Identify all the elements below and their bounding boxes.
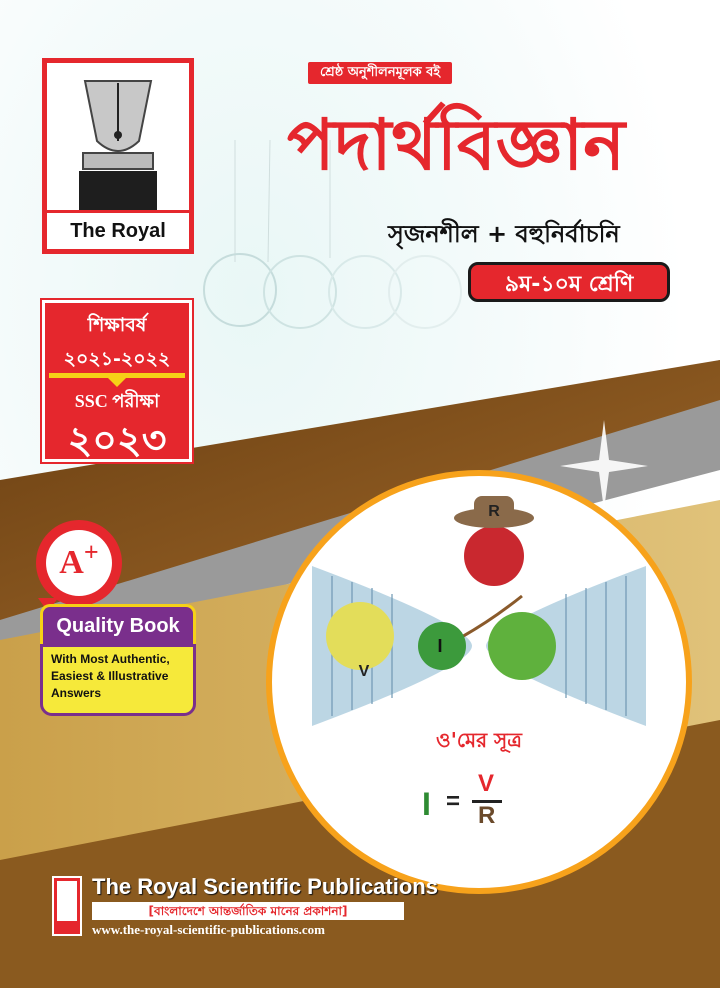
session-box: [42, 300, 192, 462]
book-subtitle: সৃজনশীল + বহুনির্বাচনি: [388, 220, 620, 248]
publisher-logo-inner: [57, 881, 77, 921]
exam-label: SSC পরীক্ষা: [74, 391, 160, 411]
quality-line: Answers: [51, 686, 102, 700]
session-label: শিক্ষাবর্ষ: [87, 314, 147, 336]
publisher-url[interactable]: www.the-royal-scientific-publications.com: [92, 922, 326, 937]
ohms-law-illustration: [266, 470, 692, 894]
grade-letter: A: [59, 544, 84, 581]
brand-logo-label: The Royal: [47, 210, 189, 249]
book-title: পদার্থবিজ্ঞান: [287, 104, 625, 186]
grade-badge-text: [46, 530, 112, 596]
quality-book-box: [40, 604, 196, 718]
formula-current: I: [422, 786, 431, 822]
quality-line: With Most Authentic,: [51, 652, 170, 666]
exam-year: ২০২৩: [67, 418, 167, 462]
char-label-v: V: [358, 663, 370, 680]
char-label-r: R: [488, 503, 500, 520]
formula-voltage: V: [478, 770, 495, 797]
char-label-i: I: [437, 636, 443, 656]
down-arrow-icon: [107, 377, 127, 387]
quality-line: Easiest & Illustrative: [51, 669, 169, 683]
formula-resistance: R: [478, 802, 496, 829]
quality-book-description: [40, 644, 196, 716]
grade-plus: +: [83, 537, 99, 567]
ohms-law-formula: [422, 770, 542, 836]
publisher-tagline: [বাংলাদেশে আন্তর্জাতিক মানের প্রকাশনা]: [92, 902, 404, 920]
publisher-logo-icon: [52, 876, 82, 936]
formula-equals: =: [446, 788, 461, 815]
law-title: ও'মের সূত্র: [436, 728, 522, 752]
publisher-name: The Royal Scientific Publications: [92, 874, 438, 899]
grade-badge: [36, 520, 122, 606]
brand-logo: [42, 58, 194, 254]
tagline: শ্রেষ্ঠ অনুশীলনমূলক বই: [308, 62, 452, 84]
class-label: ৯ম-১০ম শ্রেণি: [468, 262, 670, 302]
quality-book-title: Quality Book: [40, 604, 196, 644]
session-range: ২০২১-২০২২: [63, 348, 171, 370]
fountain-pen-icon: [55, 71, 181, 215]
